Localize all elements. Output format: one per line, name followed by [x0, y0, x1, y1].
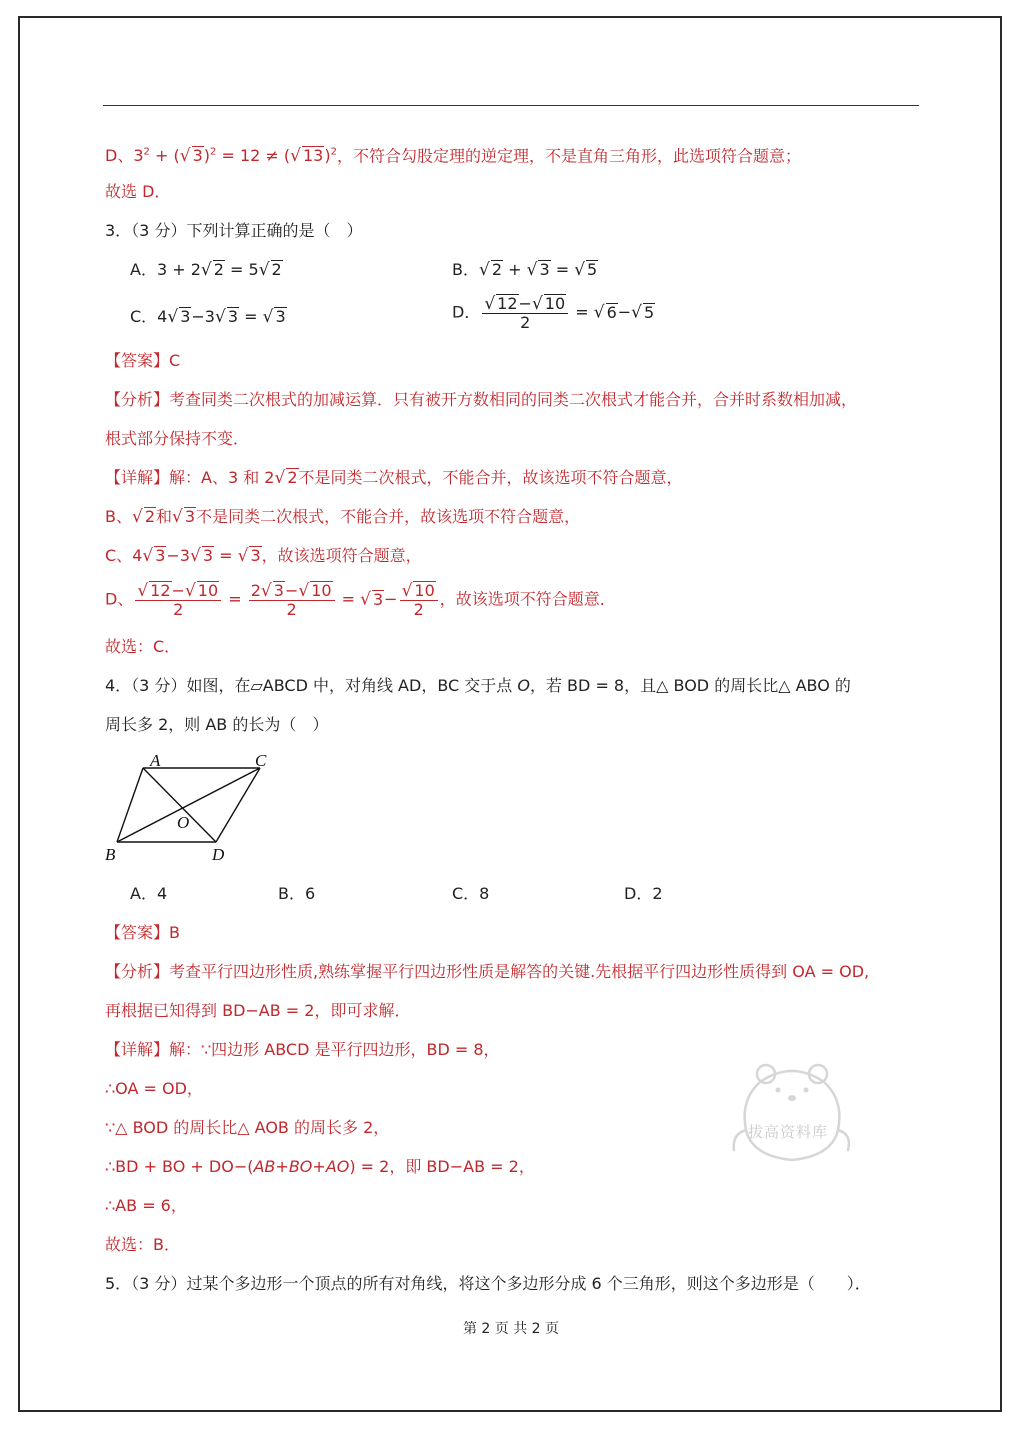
header-rule: [103, 105, 919, 106]
page-footer: 第 2 页 共 2 页: [462, 1321, 560, 1337]
q4-detail-4: ∴BD + BO + DO−(AB+BO+AO) = 2，即 BD−AB = 2，: [105, 1157, 535, 1176]
q2-option-d-analysis: [105, 142, 801, 167]
q3-analysis-2: 根式部分保持不变．: [105, 429, 250, 448]
label-b: B: [105, 845, 116, 864]
q4-stem-1: 4．（3 分）如图，在▱ABCD 中，对角线 AD，BC 交于点 O，若 BD = 8，且△ BOD 的周长比△ ABO 的: [105, 676, 851, 695]
q2-d-text: ，不符合勾股定理的逆定理，不是直角三角形，此选项符合题意；: [336, 146, 801, 166]
label-d: D: [212, 845, 225, 864]
q4-detail-1: 【详解】解：∵四边形 ABCD 是平行四边形，BD = 8，: [105, 1040, 500, 1059]
q4-option-a: A．4: [130, 884, 168, 903]
q4-detail-5: ∴AB = 6，: [105, 1196, 187, 1215]
watermark-text: 拔高资料库: [748, 1123, 829, 1141]
q3-option-d: D． $\frac{√ 12-√ 10}{2}$ = √ 6−√ 5: [452, 294, 655, 332]
label-o: O: [177, 813, 190, 832]
q2-d-math: D、$3^2$ + (√ 3)$^2$ = 12 ≠ (√ 13)$^2$: [105, 146, 337, 167]
q3-analysis-1: 【分析】考查同类二次根式的加减运算．只有被开方数相同的同类二次根式才能合并，合并时系数相加减，: [105, 390, 858, 409]
q4-stem-2: 周长多 2，则 AB 的长为（ ）: [105, 715, 329, 734]
q3-answer: 【答案】C: [105, 351, 181, 370]
q3-choice: 故选：C．: [105, 637, 181, 656]
q4-option-b: B．6: [278, 884, 316, 903]
label-a: A: [150, 751, 161, 770]
q2-choice: 故选 D．: [105, 182, 171, 201]
q4-option-d: D．2: [624, 884, 663, 903]
q3-stem: 3．（3 分）下列计算正确的是（ ）: [105, 221, 363, 240]
label-c: C: [255, 751, 267, 770]
parallelogram-figure: [100, 748, 285, 868]
q3-option-c: C．4√ 3−3√ 3 = √ 3: [130, 307, 286, 327]
q3-detail-b: B、√ 2和√ 3不是同类二次根式，不能合并，故该选项不符合题意，: [105, 507, 581, 527]
q4-detail-2: ∴OA = OD，: [105, 1079, 203, 1098]
q4-choice: 故选：B．: [105, 1235, 180, 1254]
q4-analysis-2: 再根据已知得到 BD−AB = 2，即可求解．: [105, 1001, 411, 1020]
q3-detail-a: 【详解】解：A、3 和 2√ 2不是同类二次根式，不能合并，故该选项不符合题意，: [105, 468, 683, 488]
q5-stem: 5．（3 分）过某个多边形一个顶点的所有对角线，将这个多边形分成 6 个三角形，则这个多边形是（ ）．: [105, 1274, 871, 1293]
bear-watermark-icon: [726, 1060, 856, 1170]
q3-detail-c: C、4√ 3−3√ 3 = √ 3，故该选项符合题意，: [105, 546, 422, 566]
q3-option-b: B．√ 2 + √ 3 = √ 5: [452, 260, 598, 280]
q4-analysis-1: 【分析】考查平行四边形性质,熟练掌握平行四边形性质是解答的关键.先根据平行四边形性质得到 OA = OD,: [105, 962, 870, 981]
q4-detail-3: ∵△ BOD 的周长比△ AOB 的周长多 2，: [105, 1118, 390, 1137]
q4-answer: 【答案】B: [105, 923, 180, 942]
q4-option-c: C．8: [452, 884, 490, 903]
q3-detail-d: D、 $\frac{√ 12-√ 10}{2}$ = $\frac{2√ 3-√ 10}{2}$ = √ 3− $\frac{√ 10}{2}$ ，故该选项不符合题意．: [105, 581, 616, 619]
q3-option-a: A．3 + 2√ 2 = 5√ 2: [130, 260, 282, 280]
